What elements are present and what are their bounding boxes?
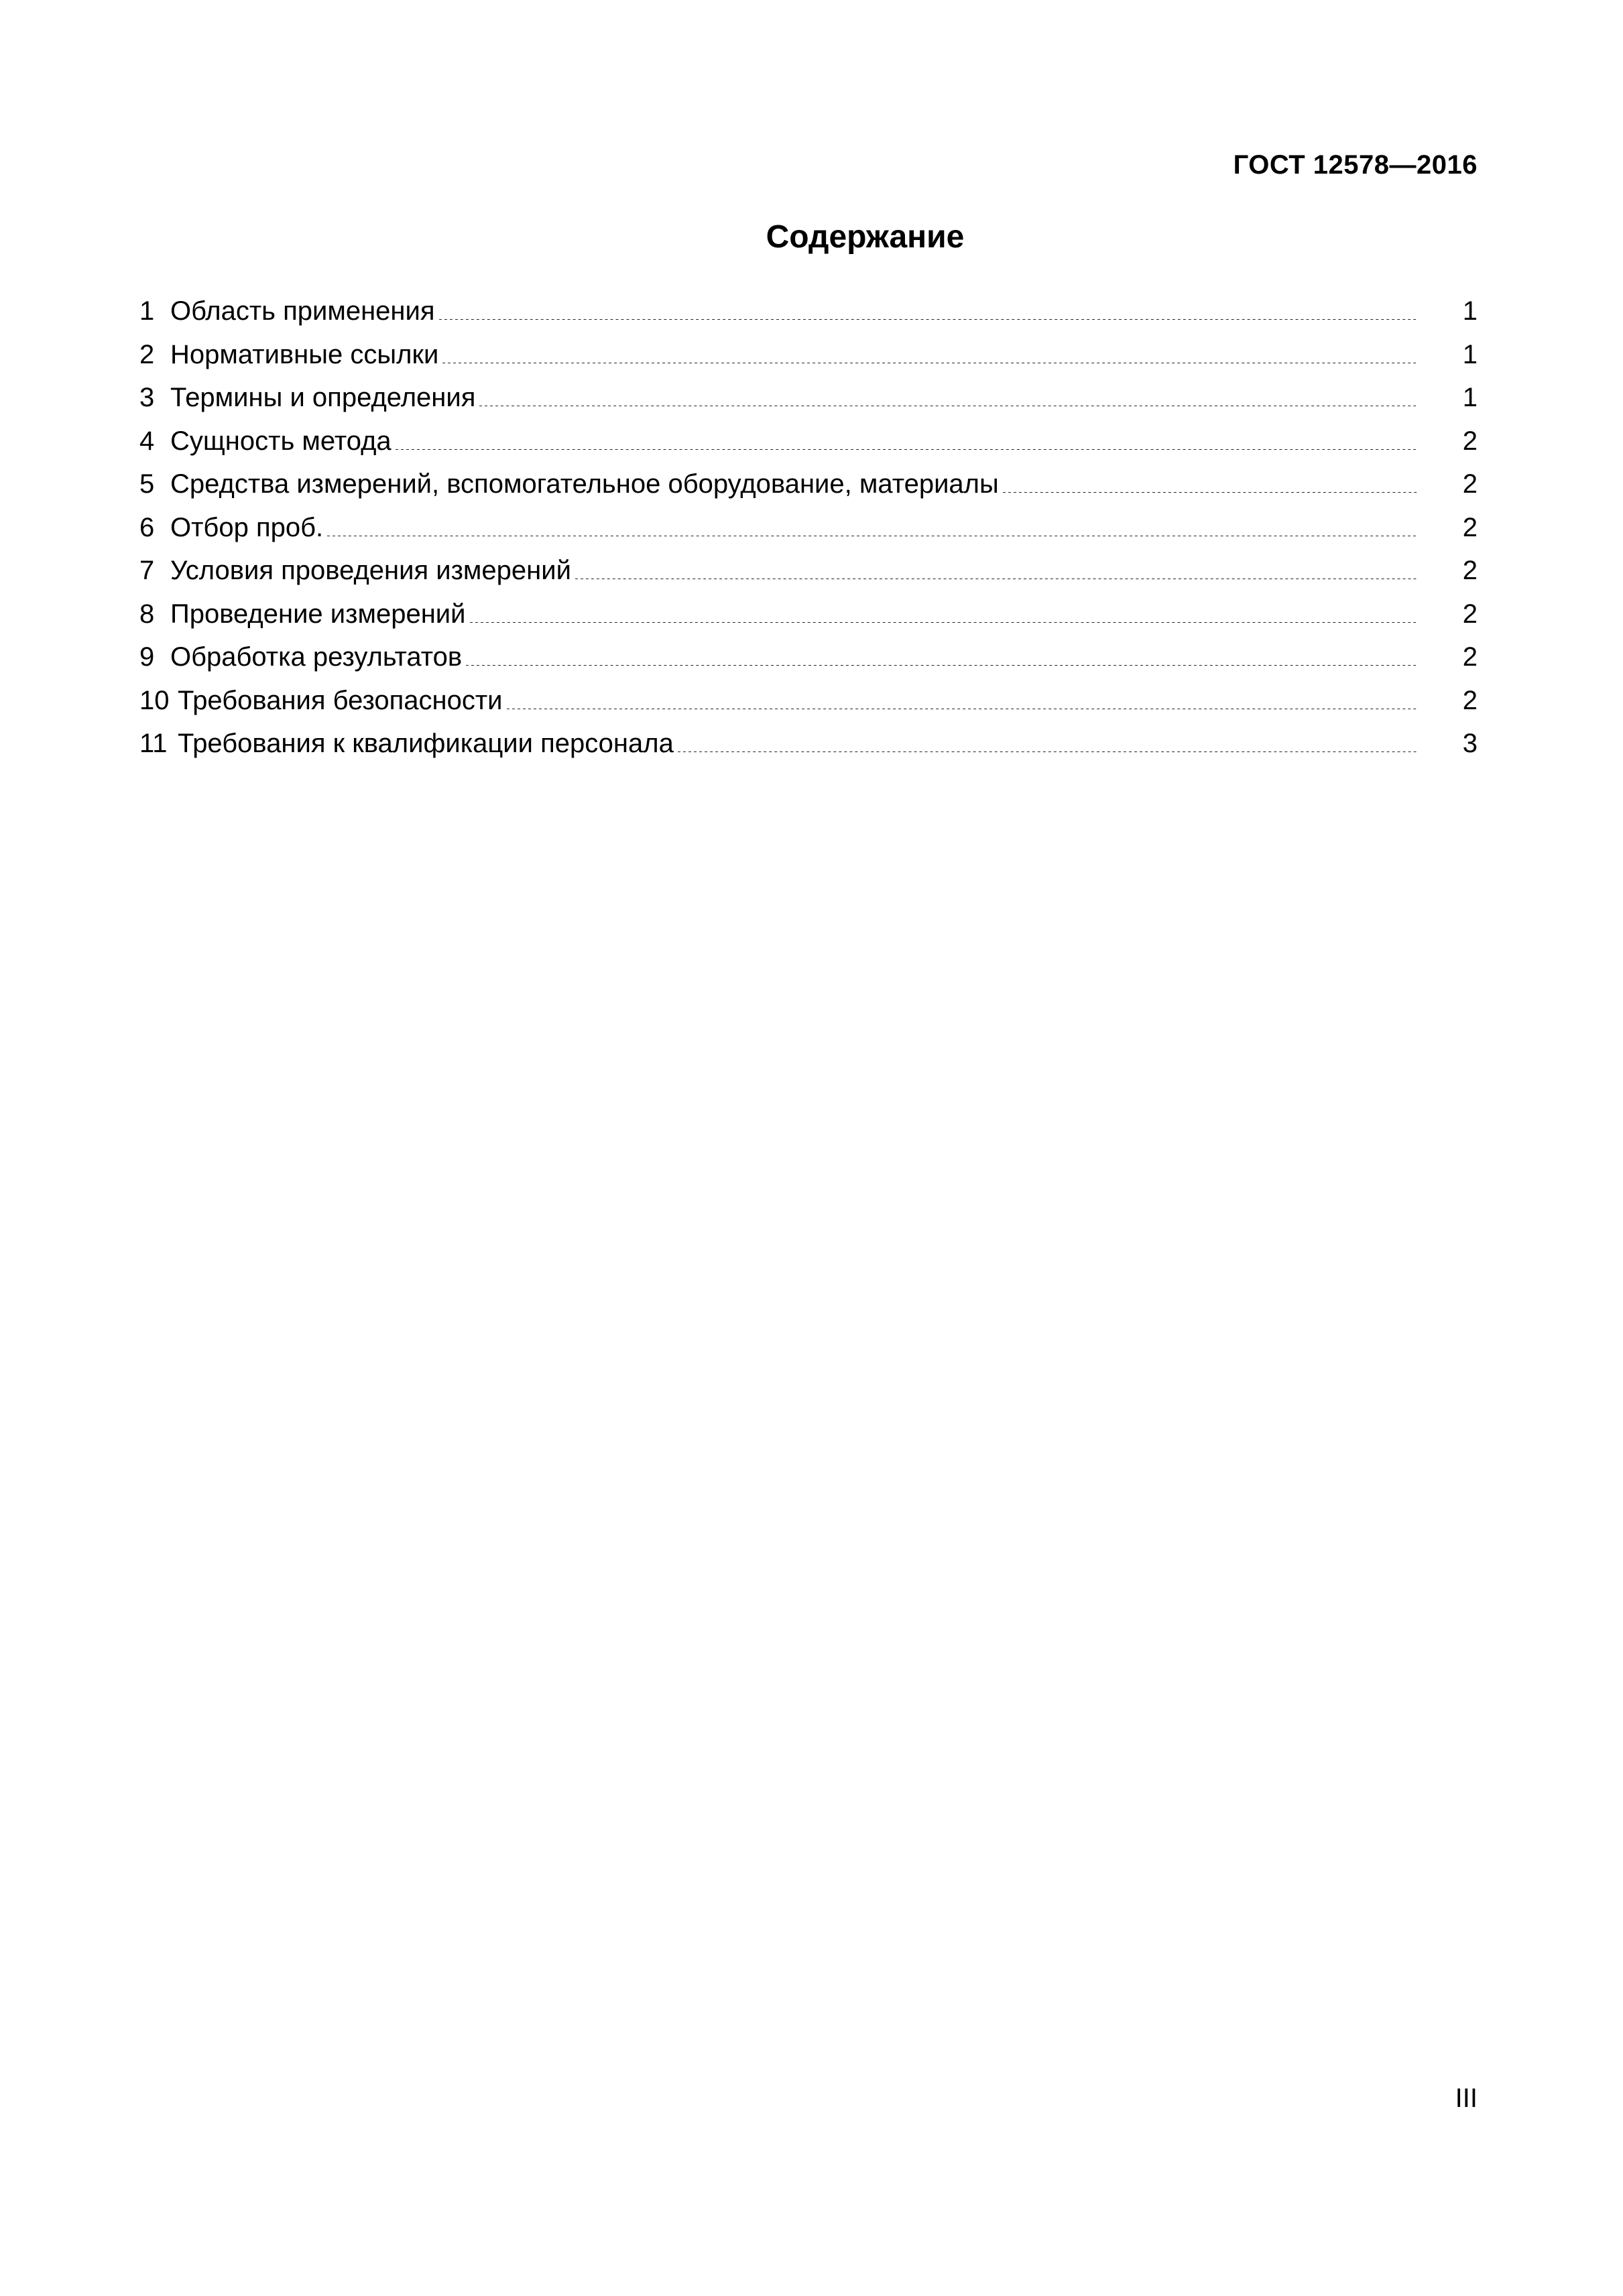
toc-entry-page: 1 <box>1462 296 1478 326</box>
toc-entry-page: 2 <box>1462 556 1478 585</box>
toc-entry-number: 11 <box>139 729 168 758</box>
toc-entry[interactable] <box>139 463 1478 506</box>
toc-entry[interactable] <box>139 593 1478 636</box>
toc-entry-number: 9 <box>139 642 155 672</box>
toc-entry[interactable] <box>139 679 1478 723</box>
toc-entry[interactable] <box>139 420 1478 463</box>
toc-entry[interactable] <box>139 333 1478 377</box>
toc-entry-title: Термины и определения <box>170 383 476 412</box>
toc-entry[interactable] <box>139 506 1478 550</box>
toc-entry-title: Нормативные ссылки <box>170 339 439 369</box>
toc-dot-leader <box>1003 492 1417 493</box>
toc-entry-page: 3 <box>1462 729 1478 758</box>
toc-entry-number: 2 <box>139 339 155 369</box>
toc-entry-page: 2 <box>1462 426 1478 456</box>
table-of-contents <box>139 290 1478 766</box>
document-code: ГОСТ 12578—2016 <box>1233 150 1478 180</box>
toc-entry[interactable] <box>139 549 1478 593</box>
toc-entry[interactable] <box>139 290 1478 333</box>
toc-entry-title: Требования безопасности <box>178 685 503 715</box>
toc-entry-number: 3 <box>139 383 155 412</box>
toc-entry-title: Область применения <box>170 296 435 326</box>
toc-entry-number: 4 <box>139 426 155 456</box>
page-number: III <box>1455 2083 1478 2113</box>
toc-entry-title: Проведение измерений <box>170 599 466 629</box>
toc-entry[interactable] <box>139 636 1478 679</box>
toc-entry-page: 2 <box>1462 512 1478 542</box>
toc-entry-number: 6 <box>139 512 155 542</box>
toc-entry-page: 2 <box>1462 469 1478 499</box>
toc-title: Содержание <box>766 219 965 255</box>
toc-entry-title: Средства измерений, вспомогательное оборудование, материалы <box>170 469 999 499</box>
toc-entry-title: Отбор проб. <box>170 512 324 542</box>
toc-entry-page: 1 <box>1462 383 1478 412</box>
toc-entry-number: 7 <box>139 556 155 585</box>
toc-entry-page: 1 <box>1462 339 1478 369</box>
toc-dot-leader <box>466 665 1417 666</box>
toc-entry-number: 8 <box>139 599 155 629</box>
toc-entry-title: Условия проведения измерений <box>170 556 571 585</box>
toc-dot-leader <box>439 319 1417 320</box>
toc-entry-title: Сущность метода <box>170 426 392 456</box>
toc-entry-number: 10 <box>139 685 170 715</box>
toc-entry-page: 2 <box>1462 642 1478 672</box>
toc-dot-leader <box>678 751 1417 752</box>
toc-dot-leader <box>396 449 1417 450</box>
toc-entry-page: 2 <box>1462 685 1478 715</box>
toc-entry-number: 1 <box>139 296 155 326</box>
toc-entry-title: Обработка результатов <box>170 642 463 672</box>
toc-entry-number: 5 <box>139 469 155 499</box>
toc-entry[interactable] <box>139 376 1478 420</box>
toc-entry-page: 2 <box>1462 599 1478 629</box>
toc-entry-title: Требования к квалификации персонала <box>178 729 674 758</box>
toc-entry[interactable] <box>139 722 1478 766</box>
toc-dot-leader <box>470 622 1418 623</box>
